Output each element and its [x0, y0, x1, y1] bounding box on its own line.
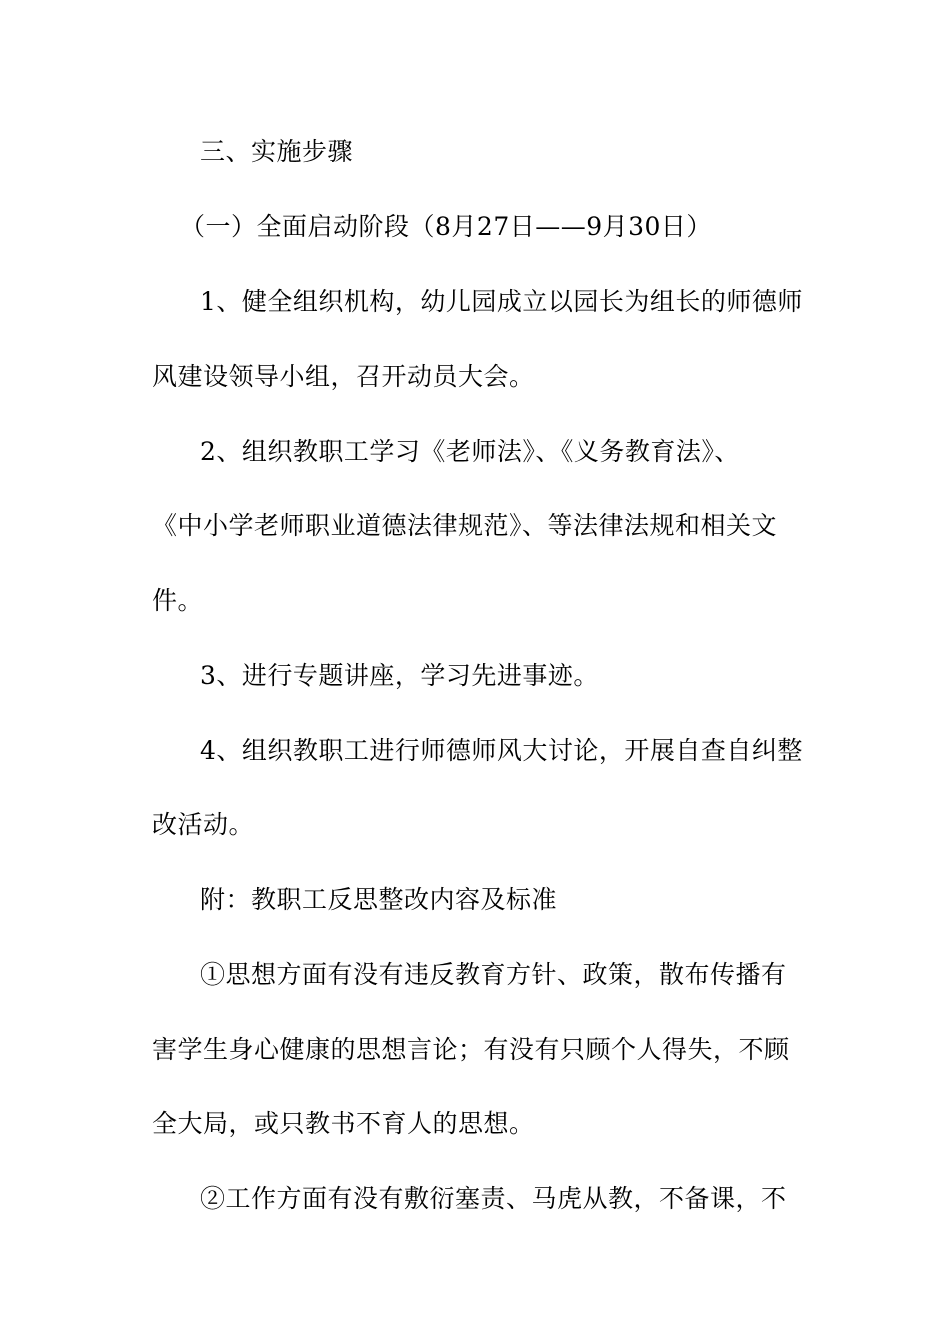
- paragraph-line: 2、组织教职工学习《老师法》、《义务教育法》、: [200, 437, 740, 466]
- paragraph-line: 3、进行专题讲座，学习先进事迹。: [200, 661, 599, 690]
- paragraph-line: 1、健全组织机构，幼儿园成立以园长为组长的师德师: [200, 287, 803, 316]
- section-heading: 三、实施步骤: [200, 137, 354, 166]
- paragraph-line: ①思想方面有没有违反教育方针、政策，散布传播有: [200, 960, 787, 989]
- paragraph-line: 件。: [152, 586, 204, 615]
- paragraph-line: 改活动。: [152, 810, 255, 839]
- paragraph-line: 4、组织教职工进行师德师风大讨论，开展自查自纠整: [200, 736, 803, 765]
- paragraph-line: ②工作方面有没有敷衍塞责、马虎从教，不备课，不: [200, 1184, 787, 1213]
- subsection-heading: （一）全面启动阶段（8月27日——9月30日）: [180, 212, 712, 241]
- paragraph-line: 害学生身心健康的思想言论；有没有只顾个人得失，不顾: [152, 1035, 790, 1064]
- paragraph-line: 全大局，或只教书不育人的思想。: [152, 1109, 535, 1138]
- paragraph-line: 《中小学老师职业道德法律规范》、等法律法规和相关文: [152, 511, 778, 540]
- paragraph-line: 风建设领导小组，召开动员大会。: [152, 362, 535, 391]
- appendix-heading: 附：教职工反思整改内容及标准: [200, 885, 558, 914]
